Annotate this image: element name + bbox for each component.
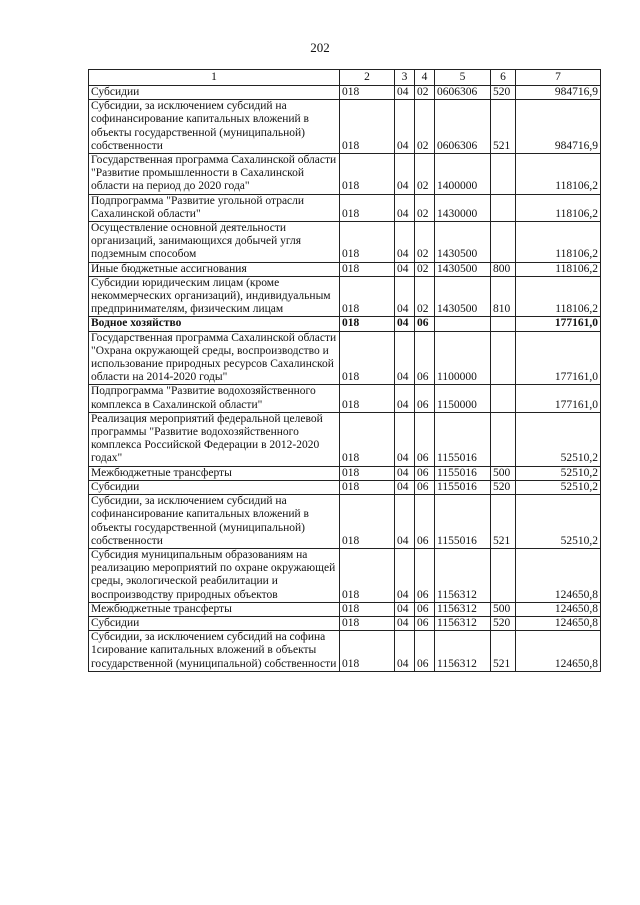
name-cell: Межбюджетные трансферты xyxy=(89,602,340,616)
table-row xyxy=(89,154,601,195)
table-body xyxy=(89,86,601,672)
name-cell: Государственная программа Сахалинской области "Охрана окружающей среды, воспроизводство и использование природных ресурсов Сахалинской области на 2014-2020 годы" xyxy=(89,331,340,385)
table-row xyxy=(89,631,601,672)
gr-cell: 018 xyxy=(340,466,395,480)
header-cell: 1 xyxy=(89,70,340,86)
amount-cell: 177161,0 xyxy=(516,331,601,385)
pr-cell: 02 xyxy=(415,154,435,195)
amount-cell: 984716,9 xyxy=(516,100,601,154)
vr-cell xyxy=(491,548,516,602)
amount-cell: 52510,2 xyxy=(516,495,601,549)
header-cell: 7 xyxy=(516,70,601,86)
amount-cell: 52510,2 xyxy=(516,480,601,494)
csr-cell: 1430500 xyxy=(435,262,491,276)
gr-cell: 018 xyxy=(340,86,395,100)
vr-cell: 521 xyxy=(491,631,516,672)
pr-cell: 02 xyxy=(415,194,435,221)
table-row xyxy=(89,222,601,263)
table-row xyxy=(89,602,601,616)
gr-cell: 018 xyxy=(340,331,395,385)
table-row xyxy=(89,317,601,331)
name-cell: Субсидии xyxy=(89,480,340,494)
csr-cell: 1156312 xyxy=(435,631,491,672)
pr-cell: 02 xyxy=(415,86,435,100)
gr-cell: 018 xyxy=(340,480,395,494)
vr-cell: 520 xyxy=(491,86,516,100)
name-cell: Субсидии, за исключением субсидий на софинансирование капитальных вложений в объекты государственной (муниципальной) собственности xyxy=(89,100,340,154)
header-cell: 2 xyxy=(340,70,395,86)
vr-cell: 521 xyxy=(491,100,516,154)
csr-cell xyxy=(435,317,491,331)
table-row xyxy=(89,466,601,480)
name-cell: Межбюджетные трансферты xyxy=(89,466,340,480)
pr-cell: 02 xyxy=(415,262,435,276)
name-cell: Осуществление основной деятельности организаций, занимающихся добычей угля подземным способом xyxy=(89,222,340,263)
gr-cell: 018 xyxy=(340,631,395,672)
table-row xyxy=(89,86,601,100)
rz-cell: 04 xyxy=(395,276,415,317)
pr-cell: 06 xyxy=(415,631,435,672)
pr-cell: 02 xyxy=(415,222,435,263)
page-number: 202 xyxy=(310,40,330,55)
gr-cell: 018 xyxy=(340,602,395,616)
csr-cell: 1430500 xyxy=(435,276,491,317)
pr-cell: 06 xyxy=(415,331,435,385)
rz-cell: 04 xyxy=(395,154,415,195)
vr-cell xyxy=(491,222,516,263)
gr-cell: 018 xyxy=(340,317,395,331)
pr-cell: 02 xyxy=(415,276,435,317)
pr-cell: 06 xyxy=(415,602,435,616)
pr-cell: 06 xyxy=(415,385,435,412)
amount-cell: 124650,8 xyxy=(516,631,601,672)
header-cell: 3 xyxy=(395,70,415,86)
table-row xyxy=(89,616,601,630)
rz-cell: 04 xyxy=(395,317,415,331)
csr-cell: 1400000 xyxy=(435,154,491,195)
amount-cell: 177161,0 xyxy=(516,385,601,412)
table-row xyxy=(89,276,601,317)
amount-cell: 984716,9 xyxy=(516,86,601,100)
vr-cell xyxy=(491,385,516,412)
vr-cell xyxy=(491,331,516,385)
rz-cell: 04 xyxy=(395,480,415,494)
vr-cell: 520 xyxy=(491,480,516,494)
pr-cell: 06 xyxy=(415,466,435,480)
pr-cell: 06 xyxy=(415,616,435,630)
csr-cell: 1430500 xyxy=(435,222,491,263)
budget-table xyxy=(88,69,601,672)
vr-cell: 800 xyxy=(491,262,516,276)
rz-cell: 04 xyxy=(395,412,415,466)
amount-cell: 52510,2 xyxy=(516,412,601,466)
csr-cell: 1156312 xyxy=(435,602,491,616)
vr-cell xyxy=(491,154,516,195)
name-cell: Субсидии юридическим лицам (кроме некоммерческих организаций), индивидуальным предпринимателям, физическим лицам xyxy=(89,276,340,317)
gr-cell: 018 xyxy=(340,154,395,195)
name-cell: Субсидии, за исключением субсидий на софинансирование капитальных вложений в объекты государственной (муниципальной) собственности xyxy=(89,495,340,549)
csr-cell: 0606306 xyxy=(435,100,491,154)
csr-cell: 1150000 xyxy=(435,385,491,412)
vr-cell: 521 xyxy=(491,495,516,549)
amount-cell: 124650,8 xyxy=(516,602,601,616)
name-cell: Субсидии xyxy=(89,616,340,630)
vr-cell: 520 xyxy=(491,616,516,630)
gr-cell: 018 xyxy=(340,412,395,466)
csr-cell: 1155016 xyxy=(435,480,491,494)
amount-cell: 118106,2 xyxy=(516,222,601,263)
rz-cell: 04 xyxy=(395,194,415,221)
table-row xyxy=(89,385,601,412)
header-cell: 5 xyxy=(435,70,491,86)
gr-cell: 018 xyxy=(340,616,395,630)
vr-cell: 500 xyxy=(491,466,516,480)
rz-cell: 04 xyxy=(395,616,415,630)
gr-cell: 018 xyxy=(340,100,395,154)
amount-cell: 124650,8 xyxy=(516,548,601,602)
vr-cell xyxy=(491,194,516,221)
csr-cell: 1430000 xyxy=(435,194,491,221)
amount-cell: 118106,2 xyxy=(516,194,601,221)
vr-cell: 500 xyxy=(491,602,516,616)
amount-cell: 52510,2 xyxy=(516,466,601,480)
vr-cell xyxy=(491,412,516,466)
vr-cell xyxy=(491,317,516,331)
rz-cell: 04 xyxy=(395,495,415,549)
csr-cell: 1155016 xyxy=(435,495,491,549)
name-cell: Субсидии, за исключением субсидий на софина 1сирование капитальных вложений в объекты государственной (муниципальной) собственности xyxy=(89,631,340,672)
amount-cell: 118106,2 xyxy=(516,262,601,276)
table-row xyxy=(89,100,601,154)
gr-cell: 018 xyxy=(340,385,395,412)
pr-cell: 06 xyxy=(415,495,435,549)
header-cell: 4 xyxy=(415,70,435,86)
name-cell: Субсидия муниципальным образованиям на реализацию мероприятий по охране окружающей среды, экологической реабилитации и воспроизводству природных объектов xyxy=(89,548,340,602)
gr-cell: 018 xyxy=(340,262,395,276)
vr-cell: 810 xyxy=(491,276,516,317)
table-row xyxy=(89,548,601,602)
table-header-row xyxy=(89,70,601,86)
csr-cell: 1156312 xyxy=(435,548,491,602)
pr-cell: 06 xyxy=(415,480,435,494)
table-row xyxy=(89,480,601,494)
rz-cell: 04 xyxy=(395,631,415,672)
gr-cell: 018 xyxy=(340,276,395,317)
name-cell: Государственная программа Сахалинской области "Развитие промышленности в Сахалинской области на период до 2020 года" xyxy=(89,154,340,195)
pr-cell: 06 xyxy=(415,317,435,331)
name-cell: Подпрограмма "Развитие водохозяйственного комплекса в Сахалинской области" xyxy=(89,385,340,412)
rz-cell: 04 xyxy=(395,331,415,385)
table-row xyxy=(89,412,601,466)
gr-cell: 018 xyxy=(340,495,395,549)
csr-cell: 1100000 xyxy=(435,331,491,385)
gr-cell: 018 xyxy=(340,194,395,221)
rz-cell: 04 xyxy=(395,100,415,154)
name-cell: Субсидии xyxy=(89,86,340,100)
rz-cell: 04 xyxy=(395,602,415,616)
pr-cell: 06 xyxy=(415,548,435,602)
csr-cell: 1156312 xyxy=(435,616,491,630)
amount-cell: 124650,8 xyxy=(516,616,601,630)
name-cell: Иные бюджетные ассигнования xyxy=(89,262,340,276)
table-row xyxy=(89,194,601,221)
pr-cell: 06 xyxy=(415,412,435,466)
table-row xyxy=(89,262,601,276)
rz-cell: 04 xyxy=(395,548,415,602)
csr-cell: 1155016 xyxy=(435,466,491,480)
header-cell: 6 xyxy=(491,70,516,86)
gr-cell: 018 xyxy=(340,548,395,602)
name-cell: Водное хозяйство xyxy=(89,317,340,331)
csr-cell: 0606306 xyxy=(435,86,491,100)
amount-cell: 118106,2 xyxy=(516,154,601,195)
name-cell: Реализация мероприятий федеральной целевой программы "Развитие водохозяйственного комплекса Российской Федерации в 2012-2020 годах" xyxy=(89,412,340,466)
pr-cell: 02 xyxy=(415,100,435,154)
rz-cell: 04 xyxy=(395,222,415,263)
csr-cell: 1155016 xyxy=(435,412,491,466)
rz-cell: 04 xyxy=(395,262,415,276)
amount-cell: 177161,0 xyxy=(516,317,601,331)
rz-cell: 04 xyxy=(395,466,415,480)
gr-cell: 018 xyxy=(340,222,395,263)
table-row xyxy=(89,331,601,385)
table-row xyxy=(89,495,601,549)
name-cell: Подпрограмма "Развитие угольной отрасли Сахалинской области" xyxy=(89,194,340,221)
rz-cell: 04 xyxy=(395,86,415,100)
amount-cell: 118106,2 xyxy=(516,276,601,317)
rz-cell: 04 xyxy=(395,385,415,412)
